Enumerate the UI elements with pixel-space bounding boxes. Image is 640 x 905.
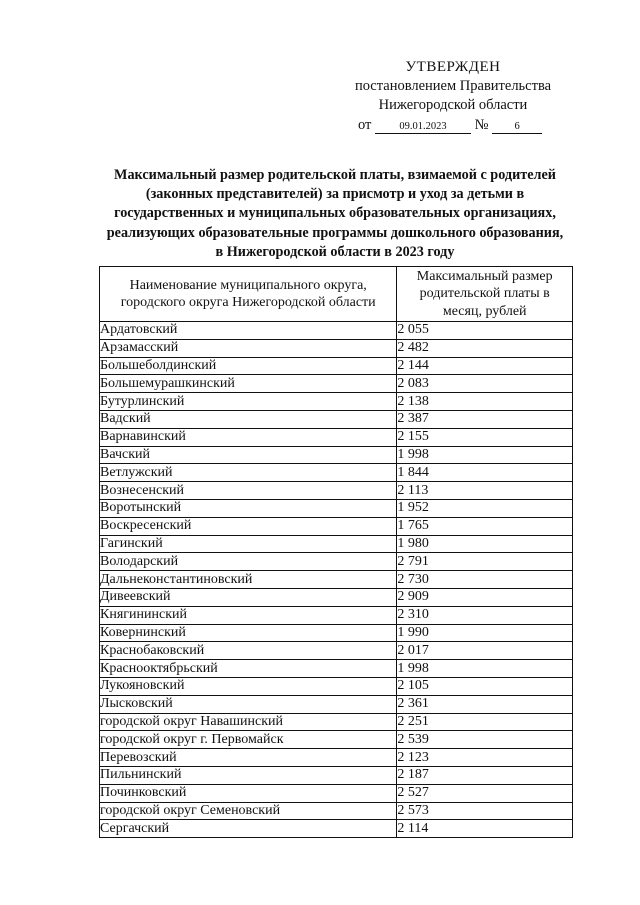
table-row: [100, 642, 573, 660]
municipality-name: Пильнинский: [100, 766, 397, 784]
max-fee-value: 2 909: [397, 588, 573, 606]
header-municipality-line: Наименование муниципального округа,: [129, 277, 367, 293]
max-fee-value: 2 539: [397, 731, 573, 749]
table-row: [100, 588, 573, 606]
table-row: [100, 339, 573, 357]
heading-line: реализующих образовательные программы дошкольного образования,: [106, 224, 564, 241]
municipality-name: городской округ Семеновский: [100, 802, 397, 820]
header-max-fee-line: Максимальный размер: [416, 268, 553, 284]
table-row: [100, 322, 573, 340]
municipality-name: Дальнеконстантиновский: [100, 571, 397, 589]
heading-line: (законных представителей) за присмотр и уход за детьми в: [145, 186, 525, 203]
table-row: [100, 446, 573, 464]
municipality-name: Перевозский: [100, 749, 397, 767]
approval-stamp: [330, 58, 576, 135]
max-fee-value: 1 952: [397, 499, 573, 517]
document-heading: [70, 166, 600, 262]
header-max-fee-line: родительской платы в: [419, 286, 550, 302]
municipality-name: городской округ г. Первомайск: [100, 731, 397, 749]
table-row: [100, 660, 573, 678]
municipality-name: Дивеевский: [100, 588, 397, 606]
table-row: [100, 535, 573, 553]
table-row: [100, 357, 573, 375]
max-fee-value: 2 055: [397, 322, 573, 340]
max-fee-value: 2 187: [397, 766, 573, 784]
municipality-name: Варнавинский: [100, 428, 397, 446]
max-fee-value: 2 113: [397, 482, 573, 500]
table-row: [100, 482, 573, 500]
table-row: [100, 606, 573, 624]
municipality-name: Воротынский: [100, 499, 397, 517]
max-fee-value: 2 791: [397, 553, 573, 571]
approval-decree: постановлением Правительства: [354, 78, 552, 94]
table-row: [100, 802, 573, 820]
municipality-name: Вачский: [100, 446, 397, 464]
max-fee-value: 2 482: [397, 339, 573, 357]
municipality-name: Ардатовский: [100, 322, 397, 340]
table-row: [100, 695, 573, 713]
max-fee-value: 1 844: [397, 464, 573, 482]
approval-region: Нижегородской области: [378, 97, 528, 113]
max-fee-value: 2 730: [397, 571, 573, 589]
number-label: №: [474, 117, 489, 133]
municipality-name: Краснобаковский: [100, 642, 397, 660]
table-row: [100, 571, 573, 589]
municipality-name: Вадский: [100, 410, 397, 428]
municipality-name: Гагинский: [100, 535, 397, 553]
max-fee-value: 2 138: [397, 393, 573, 411]
header-municipality: [100, 267, 397, 322]
municipality-name: Воскресенский: [100, 517, 397, 535]
max-fee-value: 2 155: [397, 428, 573, 446]
approval-date-line: [330, 116, 576, 135]
table-row: [100, 749, 573, 767]
max-fee-value: 2 527: [397, 784, 573, 802]
max-fee-value: 2 114: [397, 820, 573, 838]
max-fee-value: 2 083: [397, 375, 573, 393]
max-fee-value: 2 310: [397, 606, 573, 624]
municipality-name: Починковский: [100, 784, 397, 802]
municipality-name: Володарский: [100, 553, 397, 571]
municipality-name: Большемурашкинский: [100, 375, 397, 393]
municipality-name: Ветлужский: [100, 464, 397, 482]
table-row: [100, 766, 573, 784]
max-fee-value: 1 980: [397, 535, 573, 553]
table-row: [100, 410, 573, 428]
municipality-name: Краснооктябрьский: [100, 660, 397, 678]
max-fee-value: 2 105: [397, 677, 573, 695]
from-label: от: [358, 117, 372, 133]
table-row: [100, 393, 573, 411]
table-row: [100, 713, 573, 731]
heading-line: Максимальный размер родительской платы, взимаемой с родителей: [114, 167, 556, 183]
max-fee-value: 2 387: [397, 410, 573, 428]
municipality-name: Лысковский: [100, 695, 397, 713]
fees-table-body: [100, 322, 573, 838]
municipality-name: Сергачский: [100, 820, 397, 838]
table-row: [100, 553, 573, 571]
table-row: [100, 820, 573, 838]
max-fee-value: 2 251: [397, 713, 573, 731]
max-fee-value: 2 361: [397, 695, 573, 713]
approval-title: УТВЕРЖДЕН: [405, 59, 501, 75]
table-row: [100, 464, 573, 482]
table-row: [100, 784, 573, 802]
municipality-name: Княгининский: [100, 606, 397, 624]
municipality-name: Бутурлинский: [100, 393, 397, 411]
municipality-name: Арзамасский: [100, 339, 397, 357]
header-max-fee: [397, 267, 573, 322]
max-fee-value: 1 765: [397, 517, 573, 535]
heading-line: в Нижегородской области в 2023 году: [215, 243, 455, 260]
table-row: [100, 428, 573, 446]
max-fee-value: 2 123: [397, 749, 573, 767]
max-fee-value: 2 144: [397, 357, 573, 375]
municipality-name: Большеболдинский: [100, 357, 397, 375]
municipality-name: Ковернинский: [100, 624, 397, 642]
header-max-fee-line: месяц, рублей: [442, 303, 527, 319]
max-fee-value: 2 573: [397, 802, 573, 820]
max-fee-value: 2 017: [397, 642, 573, 660]
max-fee-value: 1 998: [397, 660, 573, 678]
municipality-name: Лукояновский: [100, 677, 397, 695]
approval-date: 09.01.2023: [375, 120, 471, 134]
table-row: [100, 375, 573, 393]
fees-table: [99, 266, 573, 838]
table-row: [100, 677, 573, 695]
max-fee-value: 1 990: [397, 624, 573, 642]
municipality-name: Вознесенский: [100, 482, 397, 500]
header-municipality-line: городского округа Нижегородской области: [120, 295, 376, 310]
approval-number: 6: [492, 120, 542, 134]
municipality-name: городской округ Навашинский: [100, 713, 397, 731]
table-row: [100, 499, 573, 517]
table-row: [100, 517, 573, 535]
table-row: [100, 731, 573, 749]
table-header-row: [100, 267, 573, 322]
max-fee-value: 1 998: [397, 446, 573, 464]
heading-line: государственных и муниципальных образовательных организациях,: [114, 205, 556, 222]
table-row: [100, 624, 573, 642]
